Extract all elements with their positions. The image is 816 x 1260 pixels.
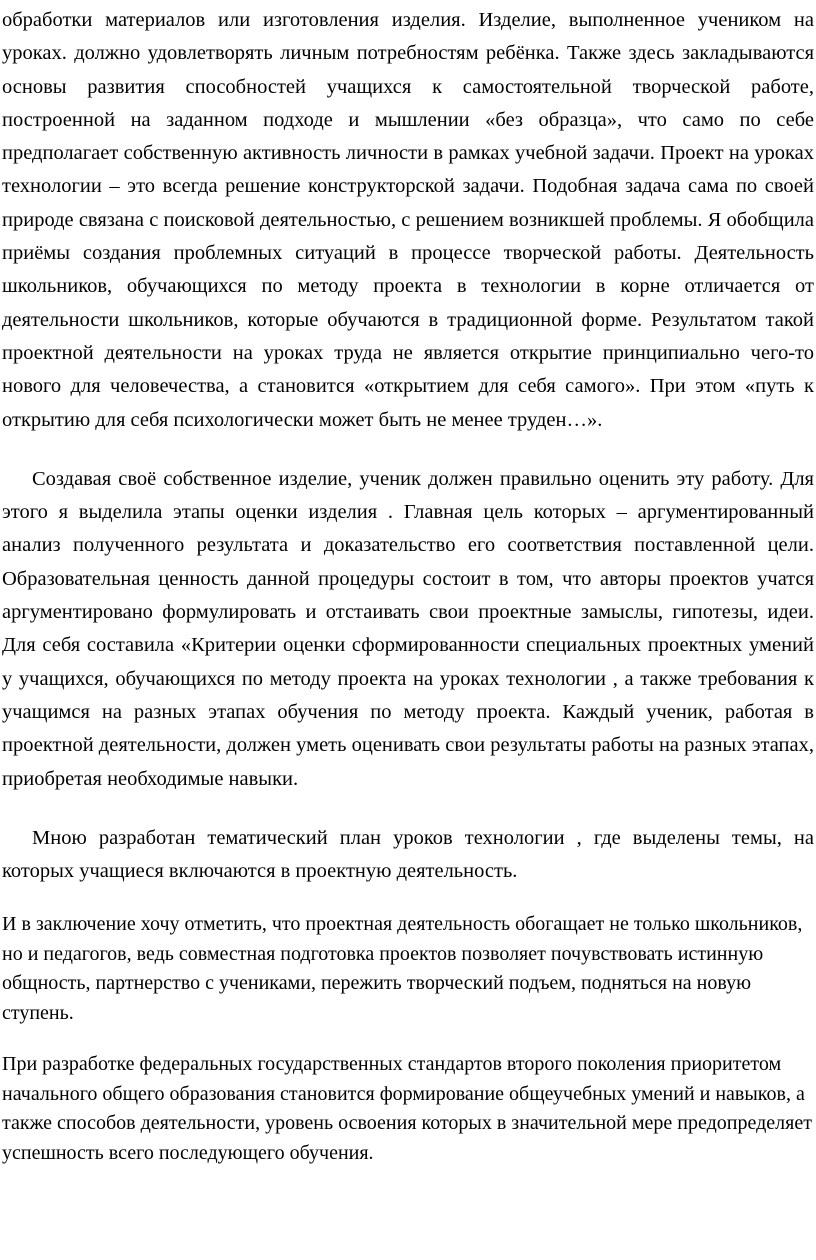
- paragraph-project-method: обработки материалов или изготовления изделия. Изделие, выполненное учеником на уроках. должно удовлетворять личным потребностям ребёнка. Также здесь закладываются основы развития способностей учащихся к самостоятельной творческой работе, построенной на заданном подходе и мышлении «без образца», что само по себе предполагает собственную активность личности в рамках учебной задачи. Проект на уроках технологии – это всегда решение конструкторской задачи. Подобная задача сама по своей природе связана с поисковой деятельностью, с решением возникшей проблемы. Я обобщила приёмы создания проблемных ситуаций в процессе творческой работы. Деятельность школьников, обучающихся по методу проекта в технологии в корне отличается от деятельности школьников, которые обучаются в традиционной форме. Результатом такой проектной деятельности на уроках труда не является открытие принципиально чего-то нового для человечества, а становится «открытием для себя самого». При этом «путь к открытию для себя психологически может быть не менее труден…».: [2, 9, 814, 431]
- paragraph-thematic-plan: Мною разработан тематический план уроков технологии , где выделены темы, на которых учащиеся включаются в проектную деятельность.: [2, 826, 814, 883]
- paragraph-conclusion: И в заключение хочу отметить, что проектная деятельность обогащает не только школьников, но и педагогов, ведь совместная подготовка проектов позволяет почувствовать истинную общность, партнерство с учениками, пережить творческий подъем, подняться на новую ступень.: [2, 913, 803, 1024]
- paragraph-federal-standards: При разработке федеральных государственных стандартов второго поколения приоритетом начального общего образования становится формирование общеучебных умений и навыков, а также способов деятельности, уровень освоения которых в значительной мере предопределяет успешность всего последующего обучения.: [2, 1053, 812, 1164]
- paragraph-product-evaluation: Создавая своё собственное изделие, ученик должен правильно оценить эту работу. Для этого я выделила этапы оценки изделия . Главная цель которых – аргументированный анализ полученного результата и доказательство его соответствия поставленной цели. Образовательная ценность данной процедуры состоит в том, что авторы проектов учатся аргументировано формулировать и отстаивать свои проектные замыслы, гипотезы, идеи. Для себя составила «Критерии оценки сформированности специальных проектных умений у учащихся, обучающихся по методу проекта на уроках технологии , а также требования к учащимся на разных этапах обучения по методу проекта. Каждый ученик, работая в проектной деятельности, должен уметь оценивать свои результаты работы на разных этапах, приобретая необходимые навыки.: [2, 467, 814, 790]
